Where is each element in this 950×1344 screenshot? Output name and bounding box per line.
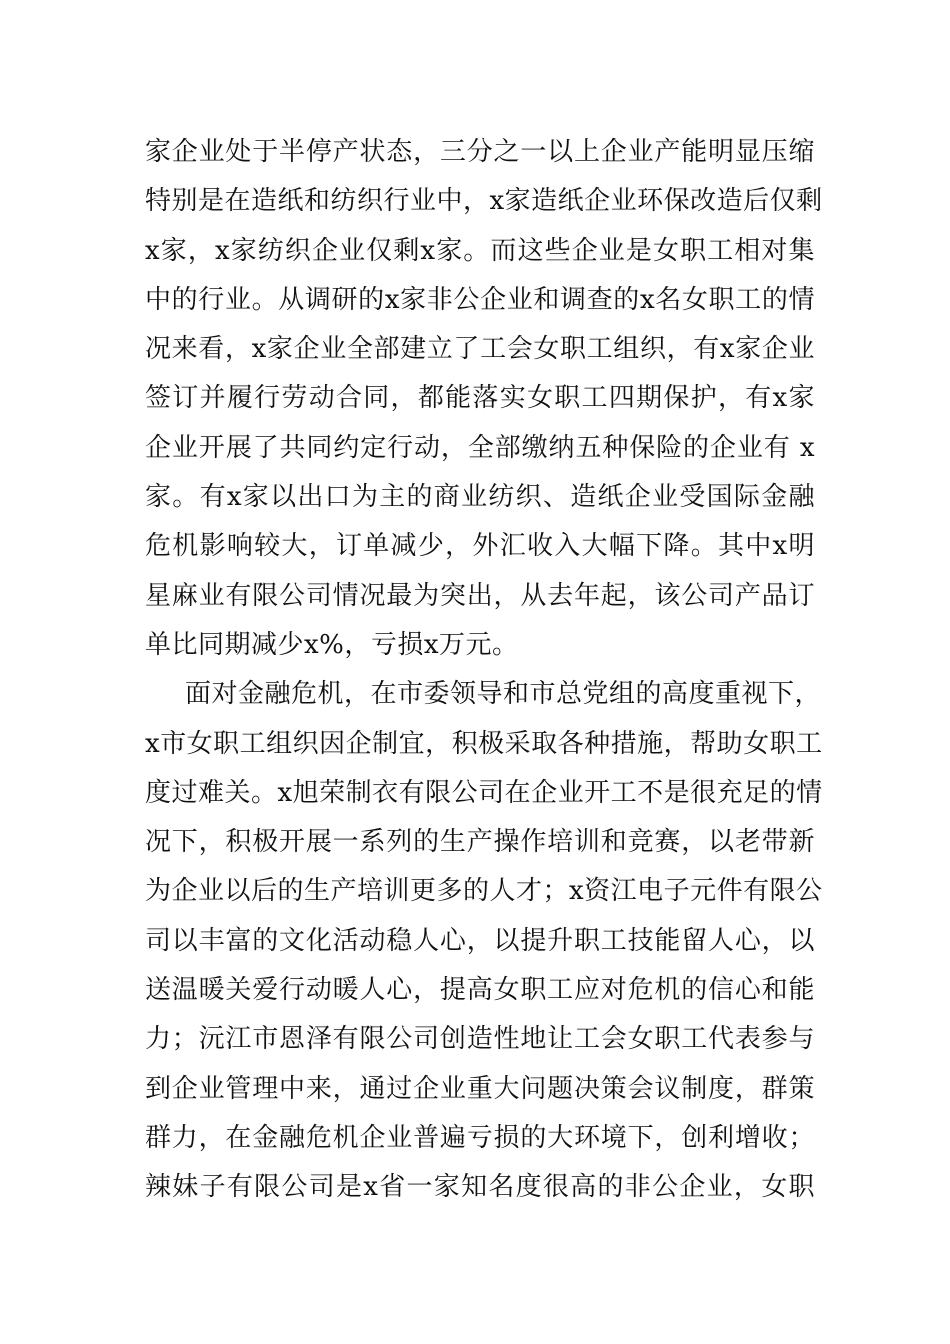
paragraph-1 bbox=[145, 128, 823, 670]
text-line: 企业开展了共同约定行动，全部缴纳五种保险的企业有 x bbox=[145, 432, 815, 463]
text-line: 司以丰富的文化活动稳人心，以提升职工技能留人心，以 bbox=[145, 925, 815, 956]
text-line: 特别是在造纸和纺织行业中，x家造纸企业环保改造后仅剩 bbox=[145, 186, 823, 217]
text-line: 辣妹子有限公司是x省一家知名度很高的非公企业，女职 bbox=[145, 1172, 815, 1203]
text-line: 星麻业有限公司情况最为突出，从去年起，该公司产品订 bbox=[145, 580, 815, 611]
paragraph-2 bbox=[145, 670, 823, 1212]
text-line: 单比同期减少x%，亏损x万元。 bbox=[145, 629, 519, 660]
text-line: 为企业以后的生产培训更多的人才；x资江电子元件有限公 bbox=[145, 876, 823, 907]
text-line: 中的行业。从调研的x家非公企业和调查的x名女职工的情 bbox=[145, 284, 815, 315]
text-line: 度过难关。x旭荣制衣有限公司在企业开工不是很充足的情 bbox=[145, 777, 823, 808]
text-line: 面对金融危机，在市委领导和市总党组的高度重视下， bbox=[185, 679, 822, 710]
text-line: x市女职工组织因企制宜，积极采取各种措施，帮助女职工 bbox=[145, 728, 823, 759]
text-line: 危机影响较大，订单减少，外汇收入大幅下降。其中x明 bbox=[145, 531, 815, 562]
text-line: 家。有x家以出口为主的商业纺织、造纸企业受国际金融 bbox=[145, 482, 815, 513]
text-line: 送温暖关爱行动暖人心，提高女职工应对危机的信心和能 bbox=[145, 975, 815, 1006]
text-line: 力；沅江市恩泽有限公司创造性地让工会女职工代表参与 bbox=[145, 1024, 815, 1055]
document-body bbox=[145, 128, 823, 1213]
text-line: 家企业处于半停产状态，三分之一以上企业产能明显压缩 bbox=[145, 137, 815, 167]
text-line: 况下，积极开展一系列的生产操作培训和竞赛，以老带新 bbox=[145, 827, 815, 858]
text-line: 况来看，x家企业全部建立了工会女职工组织，有x家企业 bbox=[145, 334, 815, 365]
text-line: 群力，在金融危机企业普遍亏损的大环境下，创利增收； bbox=[145, 1122, 815, 1153]
text-line: x家，x家纺织企业仅剩x家。而这些企业是女职工相对集 bbox=[145, 235, 815, 266]
text-line: 签订并履行劳动合同，都能落实女职工四期保护，有x家 bbox=[145, 383, 815, 414]
text-line: 到企业管理中来，通过企业重大问题决策会议制度，群策 bbox=[145, 1073, 815, 1104]
